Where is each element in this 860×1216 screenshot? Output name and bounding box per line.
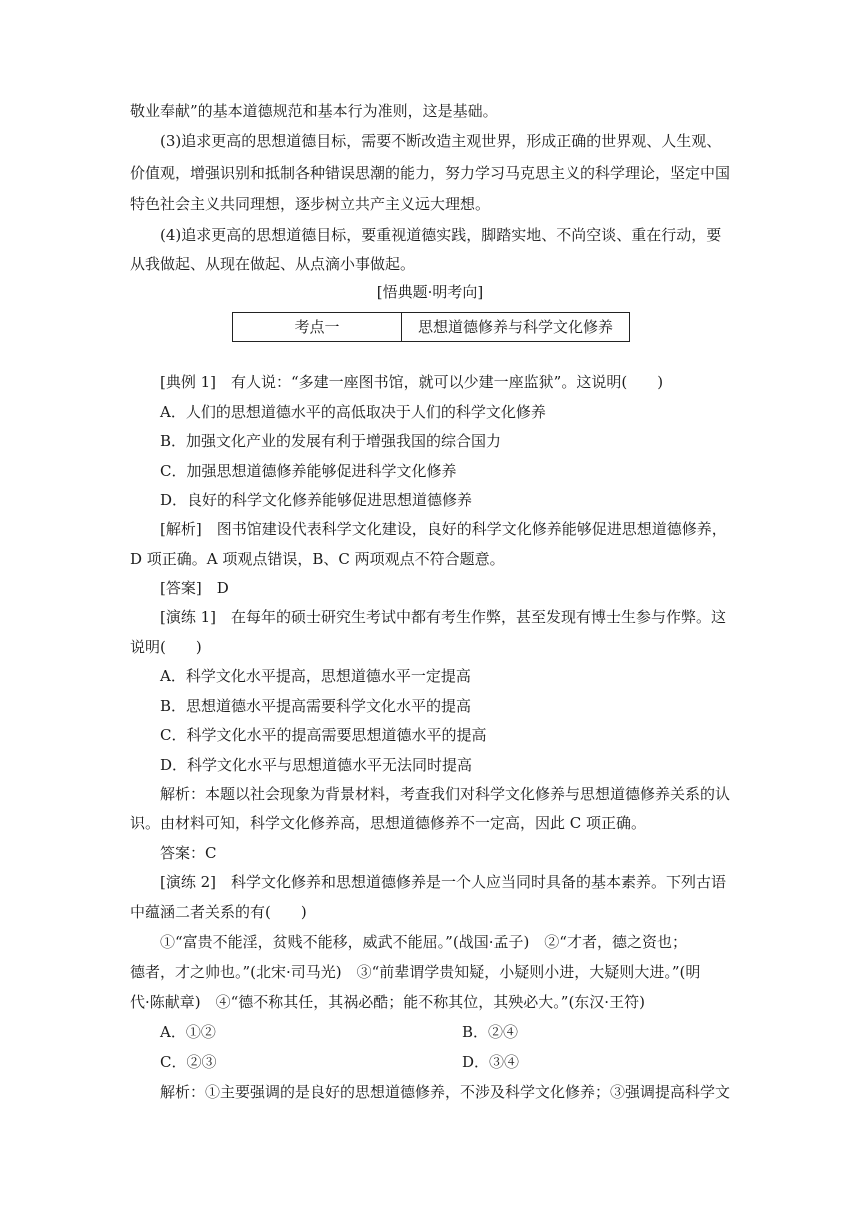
analysis-line: 解析：①主要强调的是良好的思想道德修养，不涉及科学文化修养；③强调提高科学文: [160, 1083, 731, 1101]
quote-line: 代·陈献章) ④“德不称其任，其祸必酷；能不称其位，其殃必大。”(东汉·王符): [130, 993, 645, 1011]
kaodian-label: 考点一: [233, 313, 402, 342]
quote-line: ①“富贵不能淫，贫贱不能移，威武不能屈。”(战国·孟子) ②“才者，德之资也；: [160, 933, 687, 951]
analysis-line: D 项正确。A 项观点错误，B、C 两项观点不符合题意。: [130, 550, 505, 568]
option-d: D．③④: [462, 1053, 520, 1071]
paragraph-line: (4)追求更高的思想道德目标，要重视道德实践，脚踏实地、不尚空谈、重在行动，要: [160, 226, 722, 244]
option-b: B．思想道德水平提高需要科学文化水平的提高: [160, 697, 472, 715]
analysis-line: 识。由材料可知，科学文化修养高，思想道德修养不一定高，因此 C 项正确。: [130, 814, 647, 832]
kaodian-table: [232, 312, 630, 342]
analysis-line: 解析：本题以社会现象为背景材料，考查我们对科学文化修养与思想道德修养关系的认: [160, 785, 731, 803]
option-a: A．①②: [160, 1023, 216, 1041]
drill-stem: [演练 2] 科学文化修养和思想道德修养是一个人应当同时具备的基本素养。下列古语: [160, 873, 727, 891]
paragraph-line: 从我做起、从现在做起、从点滴小事做起。: [130, 255, 416, 273]
answer-line: 答案：C: [160, 844, 217, 862]
option-d: D．科学文化水平与思想道德水平无法同时提高: [160, 756, 473, 774]
answer-line: [答案] D: [160, 579, 229, 597]
paragraph-line: 敬业奉献”的基本道德规范和基本行为准则，这是基础。: [130, 102, 498, 120]
drill-stem: 说明( ): [130, 638, 202, 656]
option-c: C．②③: [160, 1053, 217, 1071]
option-c: C．加强思想道德修养能够促进科学文化修养: [160, 462, 457, 480]
quote-line: 德者，才之帅也。”(北宋·司马光) ③“前辈谓学贵知疑，小疑则小进，大疑则大进。”(明: [130, 963, 701, 981]
kaodian-topic: 思想道德修养与科学文化修养: [402, 313, 630, 342]
paragraph-line: (3)追求更高的思想道德目标，需要不断改造主观世界，形成正确的世界观、人生观、: [160, 132, 722, 150]
option-a: A．科学文化水平提高，思想道德水平一定提高: [160, 667, 471, 685]
option-b: B．②④: [462, 1023, 519, 1041]
option-b: B．加强文化产业的发展有利于增强我国的综合国力: [160, 432, 502, 450]
paragraph-line: 价值观，增强识别和抵制各种错误思潮的能力，努力学习马克思主义的科学理论，坚定中国: [130, 164, 731, 182]
example-stem: [典例 1] 有人说：“多建一座图书馆，就可以少建一座监狱”。这说明( ): [160, 373, 664, 391]
paragraph-line: 特色社会主义共同理想，逐步树立共产主义远大理想。: [130, 195, 491, 213]
option-c: C．科学文化水平的提高需要思想道德水平的提高: [160, 726, 487, 744]
drill-stem: 中蕴涵二者关系的有( ): [130, 903, 307, 921]
drill-stem: [演练 1] 在每年的硕士研究生考试中都有考生作弊，甚至发现有博士生参与作弊。这: [160, 608, 727, 626]
option-a: A．人们的思想道德水平的高低取决于人们的科学文化修养: [160, 403, 546, 421]
section-title: [悟典题·明考向]: [376, 283, 484, 301]
option-d: D．良好的科学文化修养能够促进思想道德修养: [160, 491, 473, 509]
analysis-line: [解析] 图书馆建设代表科学文化建设，良好的科学文化修养能够促进思想道德修养，: [160, 520, 727, 538]
